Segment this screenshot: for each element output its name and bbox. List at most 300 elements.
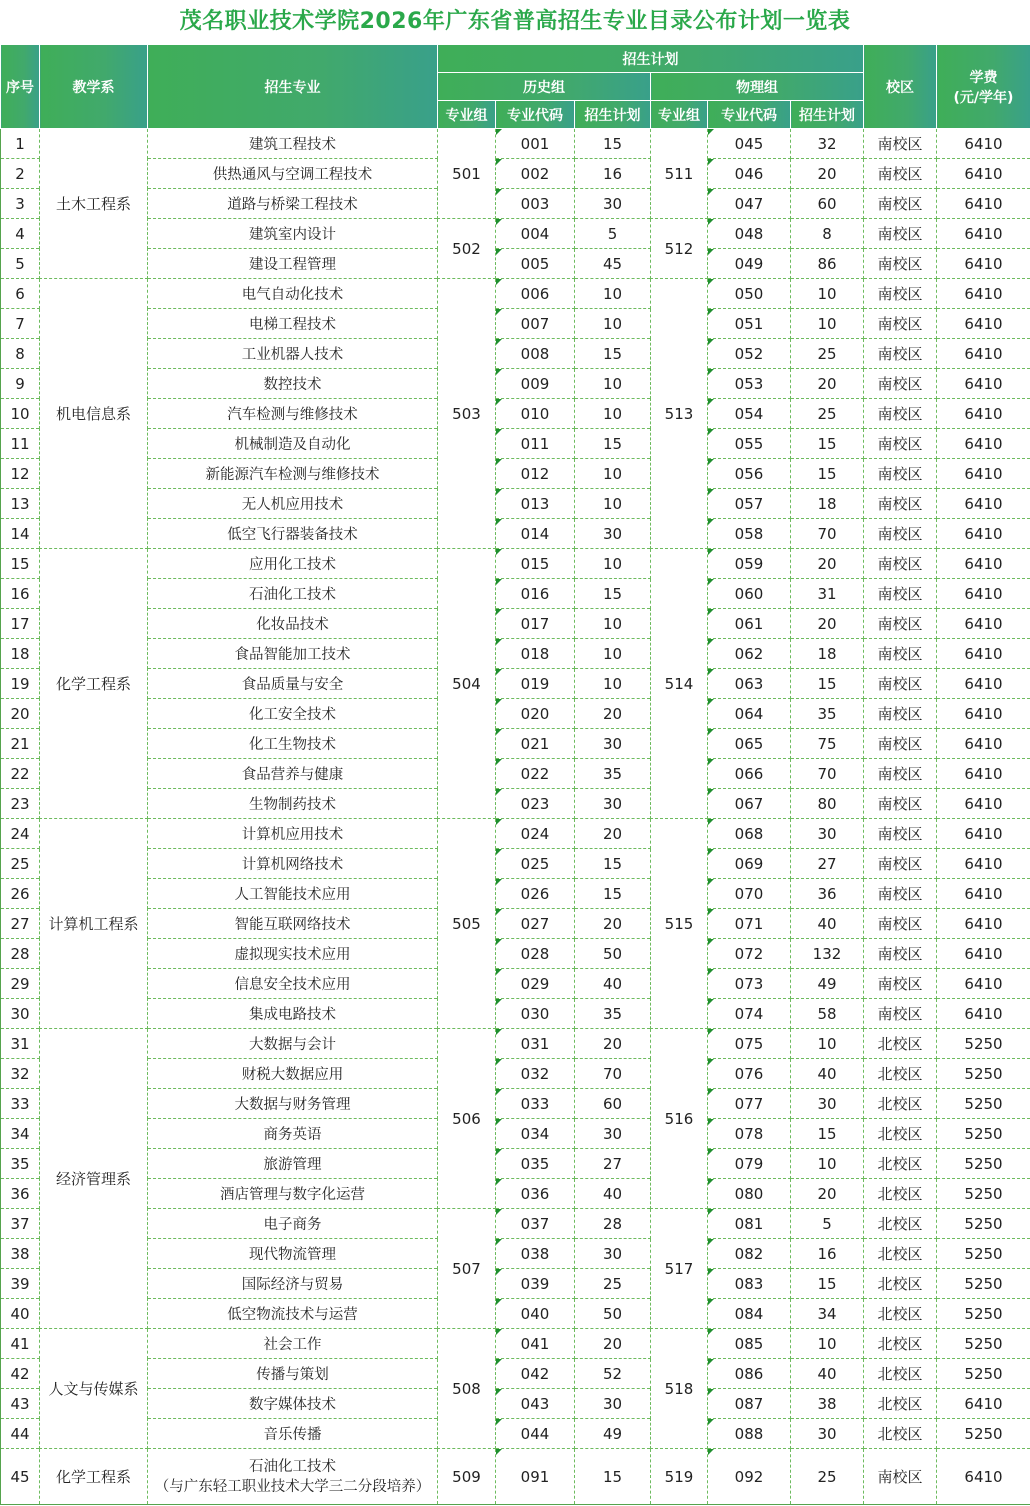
history-group-cell: 502 [438, 219, 496, 279]
physics-count-cell: 34 [791, 1299, 864, 1329]
physics-count-cell: 35 [791, 699, 864, 729]
physics-count-cell: 40 [791, 1359, 864, 1389]
fee-cell: 5250 [937, 1059, 1030, 1089]
physics-code-cell: 063 [708, 669, 791, 699]
table-header [1, 45, 1030, 129]
history-count-cell: 10 [575, 399, 651, 429]
major-cell: 传播与策划 [148, 1359, 438, 1389]
history-count-cell: 10 [575, 459, 651, 489]
physics-count-cell: 15 [791, 429, 864, 459]
major-cell: 国际经济与贸易 [148, 1269, 438, 1299]
physics-code-cell: 064 [708, 699, 791, 729]
physics-count-cell: 15 [791, 669, 864, 699]
major-cell: 生物制药技术 [148, 789, 438, 819]
campus-cell: 北校区 [864, 1269, 937, 1299]
history-code-cell: 025 [496, 849, 575, 879]
physics-group-cell: 518 [651, 1329, 708, 1449]
physics-count-cell: 5 [791, 1209, 864, 1239]
table-row [1, 1089, 1030, 1119]
major-cell: 建筑室内设计 [148, 219, 438, 249]
fee-cell: 6410 [937, 699, 1030, 729]
physics-code-cell: 058 [708, 519, 791, 549]
fee-cell: 5250 [937, 1089, 1030, 1119]
physics-count-cell: 20 [791, 1179, 864, 1209]
table-row [1, 549, 1030, 579]
seq-cell: 14 [1, 519, 40, 549]
seq-cell: 22 [1, 759, 40, 789]
fee-cell: 6410 [937, 249, 1030, 279]
seq-cell: 43 [1, 1389, 40, 1419]
fee-cell: 5250 [937, 1239, 1030, 1269]
history-code-cell: 029 [496, 969, 575, 999]
seq-cell: 33 [1, 1089, 40, 1119]
history-count-cell: 20 [575, 819, 651, 849]
seq-cell: 42 [1, 1359, 40, 1389]
fee-cell: 6410 [937, 219, 1030, 249]
seq-cell: 18 [1, 639, 40, 669]
history-count-cell: 10 [575, 279, 651, 309]
history-code-cell: 032 [496, 1059, 575, 1089]
history-count-cell: 49 [575, 1419, 651, 1449]
major-cell: 化工安全技术 [148, 699, 438, 729]
major-cell: 商务英语 [148, 1119, 438, 1149]
fee-cell: 6410 [937, 1389, 1030, 1419]
table-row [1, 819, 1030, 849]
campus-cell: 北校区 [864, 1329, 937, 1359]
seq-cell: 45 [1, 1449, 40, 1505]
history-code-cell: 013 [496, 489, 575, 519]
physics-code-cell: 083 [708, 1269, 791, 1299]
fee-cell: 5250 [937, 1179, 1030, 1209]
physics-code-cell: 074 [708, 999, 791, 1029]
major-cell: 酒店管理与数字化运营 [148, 1179, 438, 1209]
campus-cell: 南校区 [864, 399, 937, 429]
physics-count-cell: 10 [791, 1149, 864, 1179]
physics-count-cell: 15 [791, 1269, 864, 1299]
fee-cell: 6410 [937, 579, 1030, 609]
history-code-cell: 018 [496, 639, 575, 669]
fee-cell: 6410 [937, 909, 1030, 939]
history-count-cell: 60 [575, 1089, 651, 1119]
dept-cell: 人文与传媒系 [40, 1329, 148, 1449]
campus-cell: 南校区 [864, 1449, 937, 1505]
table-row [1, 1059, 1030, 1089]
campus-cell: 北校区 [864, 1389, 937, 1419]
header-major: 招生专业 [148, 45, 438, 129]
campus-cell: 北校区 [864, 1029, 937, 1059]
header-fee [937, 45, 1030, 129]
table-row [1, 879, 1030, 909]
seq-cell: 27 [1, 909, 40, 939]
history-count-cell: 52 [575, 1359, 651, 1389]
major-cell: 化妆品技术 [148, 609, 438, 639]
physics-code-cell: 053 [708, 369, 791, 399]
history-count-cell: 35 [575, 759, 651, 789]
table-row [1, 1389, 1030, 1419]
major-cell: 供热通风与空调工程技术 [148, 159, 438, 189]
history-count-cell: 45 [575, 249, 651, 279]
fee-cell: 6410 [937, 639, 1030, 669]
physics-code-cell: 073 [708, 969, 791, 999]
physics-code-cell: 076 [708, 1059, 791, 1089]
campus-cell: 南校区 [864, 609, 937, 639]
history-code-cell: 006 [496, 279, 575, 309]
history-count-cell: 30 [575, 1239, 651, 1269]
fee-cell: 6410 [937, 999, 1030, 1029]
physics-count-cell: 10 [791, 1029, 864, 1059]
page-title: 茂名职业技术学院2026年广东省普高招生专业目录公布计划一览表 [179, 9, 851, 34]
major-cell: 食品营养与健康 [148, 759, 438, 789]
fee-cell: 6410 [937, 129, 1030, 159]
header-campus: 校区 [864, 45, 937, 129]
table-row [1, 639, 1030, 669]
table-row [1, 1359, 1030, 1389]
history-code-cell: 034 [496, 1119, 575, 1149]
physics-count-cell: 20 [791, 609, 864, 639]
header-plan: 招生计划 [438, 45, 864, 73]
fee-cell: 6410 [937, 549, 1030, 579]
physics-code-cell: 062 [708, 639, 791, 669]
seq-cell: 1 [1, 129, 40, 159]
campus-cell: 南校区 [864, 849, 937, 879]
physics-code-cell: 079 [708, 1149, 791, 1179]
fee-cell: 6410 [937, 609, 1030, 639]
header-history-code: 专业代码 [496, 101, 575, 129]
table-row [1, 609, 1030, 639]
fee-cell: 6410 [937, 849, 1030, 879]
physics-code-cell: 070 [708, 879, 791, 909]
campus-cell: 南校区 [864, 279, 937, 309]
seq-cell: 19 [1, 669, 40, 699]
history-code-cell: 028 [496, 939, 575, 969]
physics-code-cell: 077 [708, 1089, 791, 1119]
fee-cell: 5250 [937, 1269, 1030, 1299]
campus-cell: 南校区 [864, 819, 937, 849]
history-code-cell: 007 [496, 309, 575, 339]
physics-code-cell: 068 [708, 819, 791, 849]
history-code-cell: 041 [496, 1329, 575, 1359]
campus-cell: 南校区 [864, 219, 937, 249]
seq-cell: 7 [1, 309, 40, 339]
seq-cell: 29 [1, 969, 40, 999]
history-code-cell: 039 [496, 1269, 575, 1299]
campus-cell: 南校区 [864, 999, 937, 1029]
physics-count-cell: 10 [791, 309, 864, 339]
campus-cell: 南校区 [864, 309, 937, 339]
seq-cell: 34 [1, 1119, 40, 1149]
history-group-cell: 505 [438, 819, 496, 1029]
major-cell: 人工智能技术应用 [148, 879, 438, 909]
header-physics-count: 招生计划 [791, 101, 864, 129]
campus-cell: 南校区 [864, 339, 937, 369]
table-row [1, 159, 1030, 189]
history-code-cell: 037 [496, 1209, 575, 1239]
history-count-cell: 20 [575, 1329, 651, 1359]
header-history-group: 历史组 [438, 73, 651, 101]
campus-cell: 南校区 [864, 759, 937, 789]
history-count-cell: 28 [575, 1209, 651, 1239]
physics-count-cell: 40 [791, 1059, 864, 1089]
campus-cell: 南校区 [864, 489, 937, 519]
history-code-cell: 023 [496, 789, 575, 819]
table-row [1, 429, 1030, 459]
seq-cell: 5 [1, 249, 40, 279]
fee-cell: 6410 [937, 969, 1030, 999]
seq-cell: 38 [1, 1239, 40, 1269]
table-row [1, 1269, 1030, 1299]
physics-code-cell: 051 [708, 309, 791, 339]
physics-code-cell: 052 [708, 339, 791, 369]
campus-cell: 南校区 [864, 939, 937, 969]
fee-cell: 6410 [937, 879, 1030, 909]
history-code-cell: 011 [496, 429, 575, 459]
seq-cell: 44 [1, 1419, 40, 1449]
campus-cell: 南校区 [864, 669, 937, 699]
history-code-cell: 024 [496, 819, 575, 849]
campus-cell: 南校区 [864, 519, 937, 549]
seq-cell: 8 [1, 339, 40, 369]
major-cell: 大数据与会计 [148, 1029, 438, 1059]
campus-cell: 北校区 [864, 1149, 937, 1179]
history-code-cell: 027 [496, 909, 575, 939]
physics-code-cell: 056 [708, 459, 791, 489]
seq-cell: 10 [1, 399, 40, 429]
physics-code-cell: 082 [708, 1239, 791, 1269]
physics-count-cell: 86 [791, 249, 864, 279]
history-code-cell: 021 [496, 729, 575, 759]
physics-count-cell: 20 [791, 159, 864, 189]
seq-cell: 23 [1, 789, 40, 819]
history-group-cell: 504 [438, 549, 496, 819]
header-seq: 序号 [1, 45, 40, 129]
major-cell: 数字媒体技术 [148, 1389, 438, 1419]
physics-code-cell: 045 [708, 129, 791, 159]
seq-cell: 40 [1, 1299, 40, 1329]
seq-cell: 4 [1, 219, 40, 249]
major-cell: 道路与桥梁工程技术 [148, 189, 438, 219]
dept-cell: 土木工程系 [40, 129, 148, 279]
campus-cell: 北校区 [864, 1089, 937, 1119]
table-row [1, 309, 1030, 339]
fee-cell: 6410 [937, 369, 1030, 399]
campus-cell: 南校区 [864, 249, 937, 279]
history-count-cell: 15 [575, 849, 651, 879]
table-row [1, 1449, 1030, 1505]
physics-code-cell: 086 [708, 1359, 791, 1389]
physics-group-cell: 516 [651, 1029, 708, 1209]
table-row [1, 339, 1030, 369]
physics-code-cell: 061 [708, 609, 791, 639]
history-code-cell: 044 [496, 1419, 575, 1449]
major-cell: 旅游管理 [148, 1149, 438, 1179]
history-count-cell: 70 [575, 1059, 651, 1089]
history-count-cell: 10 [575, 639, 651, 669]
campus-cell: 北校区 [864, 1239, 937, 1269]
physics-code-cell: 084 [708, 1299, 791, 1329]
physics-code-cell: 050 [708, 279, 791, 309]
table-row [1, 1239, 1030, 1269]
seq-cell: 30 [1, 999, 40, 1029]
fee-cell: 6410 [937, 729, 1030, 759]
header-fee-unit: (元/学年) [953, 89, 1014, 106]
history-count-cell: 30 [575, 1389, 651, 1419]
table-row [1, 129, 1030, 159]
table-row [1, 1149, 1030, 1179]
campus-cell: 北校区 [864, 1179, 937, 1209]
history-count-cell: 15 [575, 579, 651, 609]
seq-cell: 16 [1, 579, 40, 609]
physics-code-cell: 080 [708, 1179, 791, 1209]
history-code-cell: 026 [496, 879, 575, 909]
history-count-cell: 15 [575, 429, 651, 459]
fee-cell: 6410 [937, 399, 1030, 429]
seq-cell: 12 [1, 459, 40, 489]
history-count-cell: 40 [575, 969, 651, 999]
history-count-cell: 20 [575, 699, 651, 729]
major-cell: 音乐传播 [148, 1419, 438, 1449]
history-group-cell: 506 [438, 1029, 496, 1209]
header-fee-label: 学费 [969, 69, 998, 86]
table-row [1, 459, 1030, 489]
campus-cell: 南校区 [864, 909, 937, 939]
physics-count-cell: 49 [791, 969, 864, 999]
major-cell: 电梯工程技术 [148, 309, 438, 339]
history-code-cell: 004 [496, 219, 575, 249]
fee-cell: 6410 [937, 939, 1030, 969]
major-cell: 应用化工技术 [148, 549, 438, 579]
major-cell [148, 1449, 438, 1505]
history-code-cell: 040 [496, 1299, 575, 1329]
history-code-cell: 020 [496, 699, 575, 729]
seq-cell: 31 [1, 1029, 40, 1059]
physics-group-cell: 512 [651, 219, 708, 279]
table-row [1, 759, 1030, 789]
table-row [1, 999, 1030, 1029]
physics-count-cell: 75 [791, 729, 864, 759]
history-count-cell: 30 [575, 519, 651, 549]
fee-cell: 6410 [937, 489, 1030, 519]
physics-code-cell: 067 [708, 789, 791, 819]
major-cell: 建筑工程技术 [148, 129, 438, 159]
history-count-cell: 10 [575, 309, 651, 339]
table-row [1, 189, 1030, 219]
dept-cell: 化学工程系 [40, 1449, 148, 1505]
physics-group-cell: 515 [651, 819, 708, 1029]
seq-cell: 26 [1, 879, 40, 909]
seq-cell: 15 [1, 549, 40, 579]
physics-count-cell: 38 [791, 1389, 864, 1419]
physics-code-cell: 057 [708, 489, 791, 519]
major-cell: 虚拟现实技术应用 [148, 939, 438, 969]
history-code-cell: 033 [496, 1089, 575, 1119]
physics-code-cell: 046 [708, 159, 791, 189]
history-code-cell: 016 [496, 579, 575, 609]
physics-code-cell: 081 [708, 1209, 791, 1239]
fee-cell: 6410 [937, 819, 1030, 849]
history-code-cell: 001 [496, 129, 575, 159]
seq-cell: 41 [1, 1329, 40, 1359]
history-count-cell: 30 [575, 729, 651, 759]
physics-count-cell: 30 [791, 1419, 864, 1449]
campus-cell: 南校区 [864, 789, 937, 819]
seq-cell: 11 [1, 429, 40, 459]
history-code-cell: 038 [496, 1239, 575, 1269]
physics-count-cell: 16 [791, 1239, 864, 1269]
physics-count-cell: 32 [791, 129, 864, 159]
physics-code-cell: 088 [708, 1419, 791, 1449]
table-row [1, 489, 1030, 519]
physics-code-cell: 071 [708, 909, 791, 939]
fee-cell: 5250 [937, 1029, 1030, 1059]
physics-count-cell: 20 [791, 369, 864, 399]
seq-cell: 2 [1, 159, 40, 189]
campus-cell: 南校区 [864, 159, 937, 189]
fee-cell: 6410 [937, 789, 1030, 819]
table-row [1, 249, 1030, 279]
history-code-cell: 010 [496, 399, 575, 429]
history-group-cell: 507 [438, 1209, 496, 1329]
table-row [1, 939, 1030, 969]
physics-code-cell: 054 [708, 399, 791, 429]
seq-cell: 25 [1, 849, 40, 879]
physics-group-cell: 519 [651, 1449, 708, 1505]
major-cell: 社会工作 [148, 1329, 438, 1359]
history-count-cell: 50 [575, 939, 651, 969]
physics-count-cell: 40 [791, 909, 864, 939]
fee-cell: 6410 [937, 159, 1030, 189]
campus-cell: 南校区 [864, 549, 937, 579]
table-row [1, 519, 1030, 549]
dept-cell: 机电信息系 [40, 279, 148, 549]
history-code-cell: 009 [496, 369, 575, 399]
fee-cell: 5250 [937, 1329, 1030, 1359]
physics-count-cell: 8 [791, 219, 864, 249]
fee-cell: 6410 [937, 309, 1030, 339]
campus-cell: 南校区 [864, 969, 937, 999]
table-row [1, 1179, 1030, 1209]
physics-count-cell: 18 [791, 489, 864, 519]
major-cell: 低空飞行器装备技术 [148, 519, 438, 549]
physics-group-cell: 511 [651, 129, 708, 219]
history-code-cell: 008 [496, 339, 575, 369]
history-count-cell: 35 [575, 999, 651, 1029]
physics-code-cell: 059 [708, 549, 791, 579]
fee-cell: 6410 [937, 189, 1030, 219]
history-count-cell: 10 [575, 549, 651, 579]
physics-count-cell: 20 [791, 549, 864, 579]
major-cell: 财税大数据应用 [148, 1059, 438, 1089]
physics-count-cell: 27 [791, 849, 864, 879]
seq-cell: 21 [1, 729, 40, 759]
major-cell: 无人机应用技术 [148, 489, 438, 519]
history-code-cell: 022 [496, 759, 575, 789]
table-row [1, 909, 1030, 939]
physics-count-cell: 18 [791, 639, 864, 669]
major-cell: 汽车检测与维修技术 [148, 399, 438, 429]
history-code-cell: 043 [496, 1389, 575, 1419]
history-code-cell: 019 [496, 669, 575, 699]
dept-cell: 化学工程系 [40, 549, 148, 819]
history-count-cell: 16 [575, 159, 651, 189]
seq-cell: 9 [1, 369, 40, 399]
seq-cell: 32 [1, 1059, 40, 1089]
table-row [1, 1329, 1030, 1359]
table-row [1, 1209, 1030, 1239]
fee-cell: 6410 [937, 459, 1030, 489]
header-history-count: 招生计划 [575, 101, 651, 129]
table-row [1, 1419, 1030, 1449]
physics-code-cell: 060 [708, 579, 791, 609]
